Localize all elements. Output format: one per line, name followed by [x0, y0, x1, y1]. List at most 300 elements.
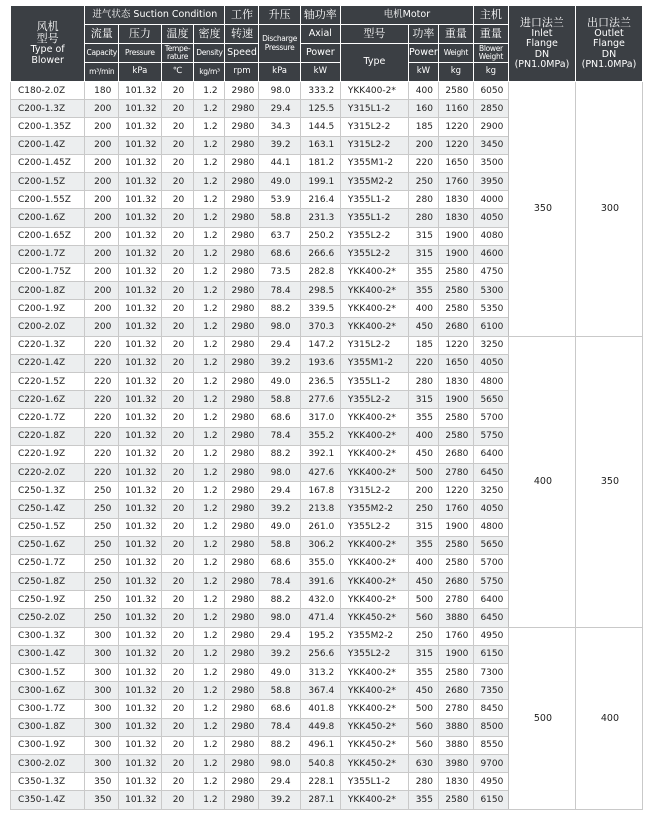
table-cell: C200-1.5Z	[11, 172, 85, 190]
table-cell: C200-1.6Z	[11, 209, 85, 227]
table-cell: 4800	[473, 518, 508, 536]
table-cell: 20	[161, 554, 194, 572]
table-cell: 78.4	[259, 718, 300, 736]
header-motor-power-unit: kW	[408, 63, 438, 82]
table-cell: 101.32	[119, 118, 161, 136]
table-cell: 1.2	[194, 427, 225, 445]
table-cell: 300	[85, 682, 119, 700]
table-cell: C300-2.0Z	[11, 754, 85, 772]
table-cell: 228.1	[300, 773, 340, 791]
table-cell: 250	[85, 500, 119, 518]
table-cell: 20	[161, 682, 194, 700]
table-cell: 20	[161, 736, 194, 754]
table-cell: 2780	[438, 591, 473, 609]
table-cell: 39.2	[259, 791, 300, 809]
table-cell: 39.2	[259, 500, 300, 518]
table-cell: 2980	[225, 282, 259, 300]
table-cell: YKK400-2*	[340, 427, 408, 445]
table-cell: 1220	[438, 136, 473, 154]
table-cell: YKK400-2*	[340, 318, 408, 336]
table-cell: 2980	[225, 518, 259, 536]
table-cell: 20	[161, 482, 194, 500]
table-cell: Y315L2-2	[340, 118, 408, 136]
table-cell: YKK400-2*	[340, 282, 408, 300]
table-cell: 213.8	[300, 500, 340, 518]
table-cell: 250	[85, 482, 119, 500]
table-cell: 3450	[473, 136, 508, 154]
table-cell: 2980	[225, 391, 259, 409]
header-temp-unit: ℃	[161, 63, 194, 82]
table-cell: 101.32	[119, 209, 161, 227]
table-cell: 88.2	[259, 445, 300, 463]
table-cell: 78.4	[259, 427, 300, 445]
table-cell: 2980	[225, 482, 259, 500]
table-cell: 101.32	[119, 627, 161, 645]
table-cell: 355.2	[300, 427, 340, 445]
table-cell: 20	[161, 427, 194, 445]
table-cell: 3980	[438, 754, 473, 772]
table-cell: 49.0	[259, 373, 300, 391]
table-cell: 58.8	[259, 391, 300, 409]
table-cell: 2680	[438, 682, 473, 700]
table-cell: 1.2	[194, 172, 225, 190]
table-cell: C300-1.5Z	[11, 664, 85, 682]
table-cell: 101.32	[119, 227, 161, 245]
table-cell: 101.32	[119, 773, 161, 791]
table-cell: 29.4	[259, 627, 300, 645]
table-cell: 2980	[225, 754, 259, 772]
table-cell: 20	[161, 100, 194, 118]
table-cell: 236.5	[300, 373, 340, 391]
table-cell: 6150	[473, 645, 508, 663]
table-cell: 101.32	[119, 645, 161, 663]
table-cell: 355	[408, 263, 438, 281]
table-cell: 1220	[438, 118, 473, 136]
table-cell: 2980	[225, 645, 259, 663]
table-cell: 1.2	[194, 373, 225, 391]
table-cell: 101.32	[119, 100, 161, 118]
table-cell: 317.0	[300, 409, 340, 427]
header-suction-condition: 进气状态 Suction Condition	[85, 6, 225, 25]
table-cell: 315	[408, 391, 438, 409]
table-cell: 101.32	[119, 318, 161, 336]
table-cell: 5700	[473, 409, 508, 427]
table-cell: 88.2	[259, 300, 300, 318]
table-cell: Y355L1-2	[340, 773, 408, 791]
header-temp-en: Tempe-rature	[161, 44, 194, 63]
table-cell: 2580	[438, 300, 473, 318]
table-cell: 4050	[473, 354, 508, 372]
table-cell: YKK400-2*	[340, 463, 408, 481]
table-cell: 163.1	[300, 136, 340, 154]
table-cell: 250	[408, 627, 438, 645]
table-cell: 220	[408, 354, 438, 372]
table-cell: C300-1.7Z	[11, 700, 85, 718]
table-cell: 2980	[225, 791, 259, 809]
header-lift: 升压	[259, 6, 300, 25]
table-cell: 1760	[438, 500, 473, 518]
table-cell: 101.32	[119, 718, 161, 736]
table-cell: YKK400-2*	[340, 263, 408, 281]
table-cell: C300-1.8Z	[11, 718, 85, 736]
table-cell: 220	[85, 409, 119, 427]
table-cell: 1.2	[194, 791, 225, 809]
table-cell: C180-2.0Z	[11, 82, 85, 100]
table-cell: 2980	[225, 427, 259, 445]
table-cell: Y355M1-2	[340, 354, 408, 372]
table-cell: 560	[408, 718, 438, 736]
header-outlet-flange: 出口法兰 Outlet Flange DN (PN1.0MPa)	[575, 6, 642, 82]
table-cell: 1650	[438, 154, 473, 172]
header-motor-type-zh: 型号	[340, 25, 408, 44]
table-cell: Y355M2-2	[340, 172, 408, 190]
table-cell: Y355L2-2	[340, 245, 408, 263]
table-cell: 391.6	[300, 573, 340, 591]
header-capacity-unit: m³/min	[85, 63, 119, 82]
table-cell: 20	[161, 518, 194, 536]
table-cell: 200	[85, 300, 119, 318]
table-cell: 7350	[473, 682, 508, 700]
table-cell: 200	[408, 136, 438, 154]
header-inlet-flange: 进口法兰 Inlet Flange DN (PN1.0MPa)	[508, 6, 575, 82]
table-cell: Y355M2-2	[340, 627, 408, 645]
table-cell: 20	[161, 664, 194, 682]
header-motor-weight-en: Weight	[438, 44, 473, 63]
table-cell: 20	[161, 191, 194, 209]
table-cell: 2980	[225, 263, 259, 281]
table-cell: 200	[85, 318, 119, 336]
table-cell: Y355M1-2	[340, 154, 408, 172]
table-cell: 355.0	[300, 554, 340, 572]
table-cell: 1830	[438, 209, 473, 227]
table-cell: C300-1.6Z	[11, 682, 85, 700]
table-cell: 4950	[473, 773, 508, 791]
table-cell: 101.32	[119, 300, 161, 318]
table-cell: 20	[161, 282, 194, 300]
table-cell: C200-1.8Z	[11, 282, 85, 300]
table-cell: 20	[161, 445, 194, 463]
table-cell: 101.32	[119, 791, 161, 809]
table-cell: C250-1.3Z	[11, 482, 85, 500]
table-cell: 280	[408, 209, 438, 227]
table-cell: 101.32	[119, 336, 161, 354]
table-cell: Y355L2-2	[340, 645, 408, 663]
table-cell: 20	[161, 791, 194, 809]
table-cell: 2580	[438, 409, 473, 427]
table-cell: 2980	[225, 536, 259, 554]
table-cell: 185	[408, 118, 438, 136]
table-cell: 2580	[438, 664, 473, 682]
table-cell: 450	[408, 318, 438, 336]
header-motor-weight-zh: 重量	[438, 25, 473, 44]
table-cell: C220-1.6Z	[11, 391, 85, 409]
table-cell: 2850	[473, 100, 508, 118]
table-cell: 400	[408, 300, 438, 318]
inlet-flange-cell: 500	[508, 627, 575, 809]
blower-spec-table	[10, 5, 643, 810]
table-row	[11, 336, 643, 354]
table-cell: 78.4	[259, 282, 300, 300]
table-cell: 20	[161, 354, 194, 372]
table-row	[11, 627, 643, 645]
table-cell: 1.2	[194, 536, 225, 554]
table-cell: 333.2	[300, 82, 340, 100]
table-cell: YKK400-2*	[340, 591, 408, 609]
table-cell: 6150	[473, 791, 508, 809]
table-cell: 4600	[473, 245, 508, 263]
table-cell: 1.2	[194, 773, 225, 791]
table-cell: 4800	[473, 373, 508, 391]
table-cell: Y355M2-2	[340, 500, 408, 518]
table-cell: YKK400-2*	[340, 664, 408, 682]
table-cell: 73.5	[259, 263, 300, 281]
table-cell: 101.32	[119, 554, 161, 572]
table-cell: 1.2	[194, 263, 225, 281]
table-cell: 199.1	[300, 172, 340, 190]
table-cell: C220-1.7Z	[11, 409, 85, 427]
table-cell: C200-1.3Z	[11, 100, 85, 118]
table-cell: 29.4	[259, 773, 300, 791]
table-cell: 20	[161, 627, 194, 645]
header-motor-weight-unit: kg	[438, 63, 473, 82]
table-cell: YKK450-2*	[340, 736, 408, 754]
table-cell: 2980	[225, 682, 259, 700]
table-cell: 1.2	[194, 573, 225, 591]
table-cell: 2980	[225, 300, 259, 318]
table-cell: 427.6	[300, 463, 340, 481]
header-capacity-en: Capacity	[85, 44, 119, 63]
table-cell: 20	[161, 409, 194, 427]
table-cell: 3880	[438, 718, 473, 736]
table-cell: 147.2	[300, 336, 340, 354]
table-cell: 231.3	[300, 209, 340, 227]
table-cell: 101.32	[119, 409, 161, 427]
table-cell: 2980	[225, 627, 259, 645]
table-cell: 250	[85, 573, 119, 591]
table-cell: 496.1	[300, 736, 340, 754]
table-cell: 1760	[438, 627, 473, 645]
table-cell: 101.32	[119, 700, 161, 718]
table-cell: 101.32	[119, 282, 161, 300]
table-cell: 20	[161, 336, 194, 354]
table-cell: 300	[85, 754, 119, 772]
table-cell: 2980	[225, 172, 259, 190]
header-density-en: Density	[194, 44, 225, 63]
table-cell: 300	[85, 645, 119, 663]
table-cell: 471.4	[300, 609, 340, 627]
table-cell: 101.32	[119, 518, 161, 536]
header-motor-power-en: Power	[408, 44, 438, 63]
header-density-zh: 密度	[194, 25, 225, 44]
table-cell: 500	[408, 700, 438, 718]
table-cell: 2980	[225, 191, 259, 209]
table-cell: 8450	[473, 700, 508, 718]
table-cell: 20	[161, 245, 194, 263]
table-cell: 9700	[473, 754, 508, 772]
table-cell: 98.0	[259, 463, 300, 481]
table-cell: 58.8	[259, 209, 300, 227]
table-cell: YKK400-2*	[340, 682, 408, 700]
table-cell: 63.7	[259, 227, 300, 245]
table-cell: C250-1.4Z	[11, 500, 85, 518]
table-cell: 8550	[473, 736, 508, 754]
table-cell: 355	[408, 664, 438, 682]
table-cell: 1.2	[194, 300, 225, 318]
table-cell: 350	[85, 773, 119, 791]
table-cell: 101.32	[119, 154, 161, 172]
table-cell: YKK450-2*	[340, 754, 408, 772]
table-cell: 2980	[225, 245, 259, 263]
table-cell: 1.2	[194, 554, 225, 572]
table-cell: 2680	[438, 573, 473, 591]
table-cell: 2980	[225, 409, 259, 427]
table-cell: 250	[85, 518, 119, 536]
table-cell: 315	[408, 227, 438, 245]
table-cell: 1.2	[194, 354, 225, 372]
table-cell: 39.2	[259, 354, 300, 372]
table-cell: 20	[161, 318, 194, 336]
table-cell: 2980	[225, 609, 259, 627]
inlet-flange-cell: 400	[508, 336, 575, 627]
table-cell: 2580	[438, 554, 473, 572]
inlet-flange-cell: 350	[508, 82, 575, 337]
table-cell: 1830	[438, 373, 473, 391]
table-cell: 630	[408, 754, 438, 772]
table-cell: 355	[408, 282, 438, 300]
table-cell: 49.0	[259, 664, 300, 682]
table-cell: 68.6	[259, 554, 300, 572]
table-cell: 355	[408, 791, 438, 809]
table-cell: 2980	[225, 591, 259, 609]
table-cell: 280	[408, 373, 438, 391]
table-cell: 101.32	[119, 536, 161, 554]
table-cell: Y355L2-2	[340, 518, 408, 536]
table-cell: 3250	[473, 336, 508, 354]
table-cell: 1.2	[194, 627, 225, 645]
table-cell: C250-1.8Z	[11, 573, 85, 591]
outlet-flange-cell: 400	[575, 627, 642, 809]
table-cell: 500	[408, 591, 438, 609]
table-cell: 20	[161, 209, 194, 227]
table-cell: 20	[161, 172, 194, 190]
table-cell: 20	[161, 773, 194, 791]
table-cell: 315	[408, 245, 438, 263]
table-cell: Y315L2-2	[340, 136, 408, 154]
table-cell: 101.32	[119, 191, 161, 209]
table-cell: C250-1.7Z	[11, 554, 85, 572]
table-cell: 282.8	[300, 263, 340, 281]
table-header	[11, 6, 643, 82]
table-cell: 1.2	[194, 591, 225, 609]
table-cell: 1.2	[194, 136, 225, 154]
table-cell: 2580	[438, 282, 473, 300]
table-cell: 20	[161, 591, 194, 609]
table-cell: 560	[408, 736, 438, 754]
table-cell: 392.1	[300, 445, 340, 463]
table-cell: 20	[161, 700, 194, 718]
table-cell: 256.6	[300, 645, 340, 663]
table-cell: 1.2	[194, 191, 225, 209]
table-cell: 250	[408, 172, 438, 190]
table-cell: 1.2	[194, 463, 225, 481]
table-cell: 280	[408, 191, 438, 209]
table-cell: 1900	[438, 645, 473, 663]
header-capacity-zh: 流量	[85, 25, 119, 44]
table-cell: C300-1.4Z	[11, 645, 85, 663]
table-cell: 1900	[438, 227, 473, 245]
table-cell: 313.2	[300, 664, 340, 682]
table-cell: 101.32	[119, 82, 161, 100]
table-cell: 2980	[225, 354, 259, 372]
table-cell: C250-1.5Z	[11, 518, 85, 536]
table-cell: 200	[85, 227, 119, 245]
table-cell: 450	[408, 445, 438, 463]
table-cell: C200-1.75Z	[11, 263, 85, 281]
table-cell: 220	[85, 427, 119, 445]
table-cell: 1.2	[194, 718, 225, 736]
table-cell: C220-2.0Z	[11, 463, 85, 481]
table-cell: 44.1	[259, 154, 300, 172]
table-cell: 200	[85, 282, 119, 300]
table-cell: 216.4	[300, 191, 340, 209]
header-axial-en1: Axial	[300, 25, 340, 44]
table-cell: 2980	[225, 100, 259, 118]
table-cell: 101.32	[119, 736, 161, 754]
table-cell: 2680	[438, 445, 473, 463]
table-cell: 300	[85, 664, 119, 682]
table-cell: C200-1.65Z	[11, 227, 85, 245]
table-cell: 1650	[438, 354, 473, 372]
table-cell: 2780	[438, 463, 473, 481]
table-cell: 1.2	[194, 282, 225, 300]
table-cell: 287.1	[300, 791, 340, 809]
header-motor: 电机Motor	[340, 6, 473, 25]
table-cell: 49.0	[259, 518, 300, 536]
table-cell: 68.6	[259, 409, 300, 427]
table-cell: 306.2	[300, 536, 340, 554]
table-cell: C300-1.9Z	[11, 736, 85, 754]
table-cell: 298.5	[300, 282, 340, 300]
table-cell: 1.2	[194, 609, 225, 627]
table-cell: 20	[161, 82, 194, 100]
table-cell: 6450	[473, 609, 508, 627]
table-cell: 200	[85, 154, 119, 172]
table-cell: 355	[408, 536, 438, 554]
table-cell: 2980	[225, 136, 259, 154]
table-cell: 277.6	[300, 391, 340, 409]
table-cell: 350	[85, 791, 119, 809]
table-cell: 1.2	[194, 209, 225, 227]
table-cell: 2980	[225, 700, 259, 718]
table-cell: YKK450-2*	[340, 718, 408, 736]
table-cell: 101.32	[119, 591, 161, 609]
table-cell: C200-1.55Z	[11, 191, 85, 209]
table-cell: 20	[161, 754, 194, 772]
table-cell: 5300	[473, 282, 508, 300]
table-cell: 1.2	[194, 391, 225, 409]
table-cell: 167.8	[300, 482, 340, 500]
table-cell: 200	[85, 172, 119, 190]
table-cell: 101.32	[119, 664, 161, 682]
table-cell: 300	[85, 736, 119, 754]
table-cell: 39.2	[259, 645, 300, 663]
table-cell: 20	[161, 263, 194, 281]
table-cell: 3250	[473, 482, 508, 500]
table-cell: 2980	[225, 445, 259, 463]
table-cell: 101.32	[119, 463, 161, 481]
table-cell: Y315L2-2	[340, 482, 408, 500]
table-cell: 2580	[438, 82, 473, 100]
